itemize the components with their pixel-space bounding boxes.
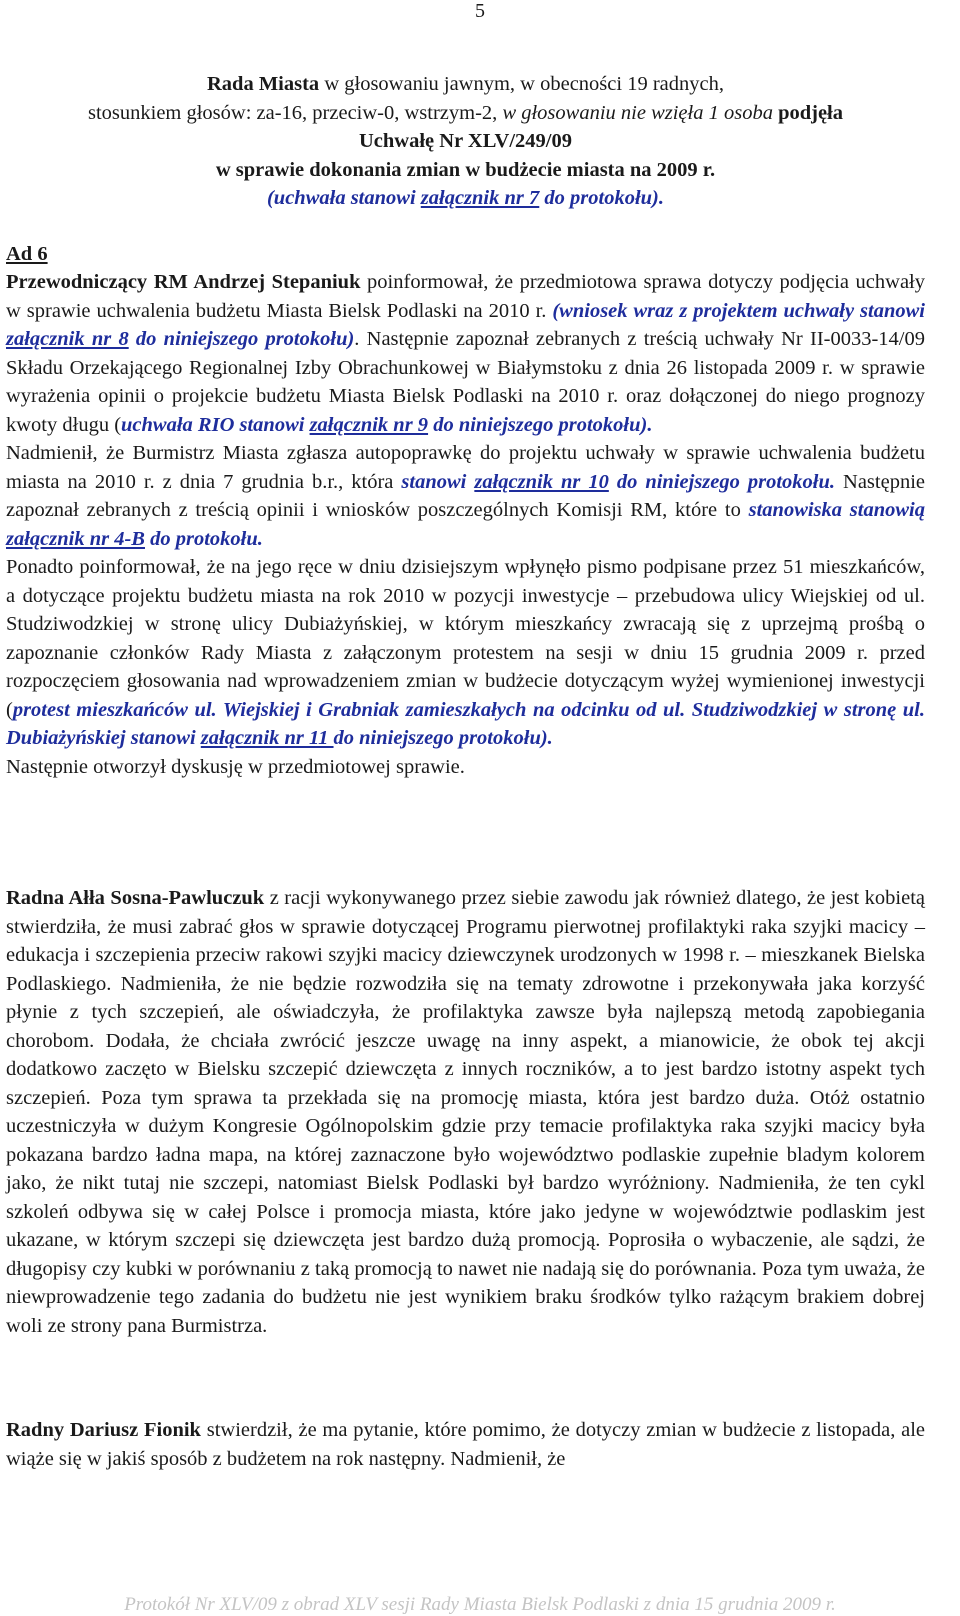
ref-text-end: do niniejszego protokołu). bbox=[428, 413, 653, 436]
ref-text: stanowiska stanowią bbox=[748, 499, 925, 521]
attachment-ref-10 bbox=[401, 471, 835, 493]
ref-text: uchwała RIO stanowi bbox=[121, 413, 310, 436]
ref-text: (wniosek wraz z projektem uchwały stanowi bbox=[552, 299, 926, 322]
ref-text: protest mieszkańców ul. Wiejskiej i Grabniak zamieszkałych na odcinku od ul. Studziwodzkiej w stronę ul. Dubiażyńskiej stanowi bbox=[6, 698, 925, 749]
ref-text: (uchwała stanowi bbox=[266, 187, 421, 209]
speaker-name: Radna Ałła Sosna-Pawluczuk bbox=[6, 887, 265, 909]
vote-abstain-note: w głosowaniu nie wzięła 1 osoba bbox=[502, 101, 773, 124]
ref-text-end: do niniejszego protokołu. bbox=[608, 470, 836, 493]
attachment-link-4b[interactable]: załącznik nr 4-B bbox=[6, 527, 145, 550]
resolution-subject: w sprawie dokonania zmian w budżecie miasta na 2009 r. bbox=[215, 158, 716, 181]
page-number: 5 bbox=[475, 0, 485, 22]
fionik-paragraph bbox=[6, 1416, 925, 1473]
attachment-ref-11 bbox=[6, 699, 925, 750]
ad6-text-2: . Następnie zapoznał zebranych z treścią uchwały Nr II-0033-14/09 Składu Orzekającego Regionalnej Izby Obrachunkowej w Białymstoku z dnia 26 listopada 2009 r. w sprawie wyrażenia opinii o projekcie budżetu Miasta Bielsk Podlaski na 2010 r. oraz dołączonej do niego prognozy kwoty długu ( bbox=[6, 328, 925, 436]
ref-text-end: do niniejszego protokołu). bbox=[333, 727, 553, 749]
ad6-text-6: Następnie otworzył dyskusję w przedmiotowej sprawie. bbox=[6, 755, 465, 778]
attachment-link-11[interactable]: załącznik nr 11 bbox=[200, 727, 334, 749]
vote-attendance: w głosowaniu jawnym, w obecności 19 radnych, bbox=[319, 73, 724, 95]
ref-text-end: do protokołu. bbox=[144, 527, 263, 550]
ref-text-end: do protokołu). bbox=[539, 187, 664, 209]
ad6-text-4: Następnie zapoznał zebranych z treścią opinii i wniosków poszczególnych Komisji RM, które to bbox=[6, 470, 925, 521]
ad6-text-5: Ponadto poinformował, że na jego ręce w dniu dzisiejszym wpłynęło pismo podpisane przez 51 mieszkańców, a dotyczące projektu budżetu miasta na rok 2010 w pozycji inwestycje – przebudowa ulicy Wiejskiej od ul. Studziwodzkiej w stronę ulicy Dubiażyńskiej, w którym mieszkańcy zwracają się z uprzejmą prośbą o zapoznanie członków Rady Miasta z załączonym protestem na sesji w dniu 15 grudnia 2009 r. przed rozpoczęciem głosowania nad wprowadzeniem zmian w budżecie dotyczącym wyżej wymienionej inwestycji ( bbox=[6, 556, 925, 721]
attachment-link-8[interactable]: załącznik nr 8 bbox=[6, 328, 129, 350]
resolution-attachment-ref bbox=[6, 184, 925, 213]
sosna-paragraph bbox=[6, 884, 925, 1340]
speaker-name: Radny Dariusz Fionik bbox=[6, 1419, 201, 1441]
attachment-link-7[interactable]: załącznik nr 7 bbox=[420, 187, 540, 209]
agenda-item-heading bbox=[6, 240, 925, 269]
resolution-block bbox=[6, 70, 925, 213]
resolution-number: Uchwałę Nr XLV/249/09 bbox=[359, 130, 572, 152]
ad6-text-3: Nadmienił, że Burmistrz Miasta zgłasza autopoprawkę do projektu uchwały w sprawie uchwalenia budżetu miasta na 2010 r. z dnia 7 grudnia b.r., która bbox=[6, 442, 925, 493]
attachment-link-10[interactable]: załącznik nr 10 bbox=[474, 470, 609, 493]
speech-text: stwierdził, że ma pytanie, które pomimo, że dotyczy zmian w budżecie z listopada, ale wiąże się w jakiś sposób z budżetem na rok następny. Nadmienił, że bbox=[6, 1419, 925, 1470]
attachment-ref-9 bbox=[121, 414, 652, 436]
ad6-paragraph bbox=[6, 268, 925, 781]
ad6-text-1: poinformował, że przedmiotowa sprawa dotyczy podjęcia uchwały w sprawie uchwalenia budżetu Miasta Bielsk Podlaski na 2010 r. bbox=[6, 271, 925, 322]
ref-text: stanowi bbox=[401, 470, 475, 493]
adopted-label: podjęła bbox=[772, 101, 844, 124]
resolution-line-2 bbox=[6, 99, 925, 128]
council-name: Rada Miasta bbox=[207, 73, 320, 95]
speech-text: z racji wykonywanego przez siebie zawodu jak również dlatego, że jest kobietą stwierdziła, że musi zabrać głos w sprawie dotyczącej Programu pierwotnej profilaktyki raka szyjki macicy – edukacja i szczepienia przeciw rakowi szyjki macicy dziewczynek urodzonych w 1998 r. – mieszkanek Bielska Podlaskiego. Nadmieniła, że nie będzie rozwodziła się na tematy zdrowotne i przekonywała jaka korzyść płynie z tych szczepień, ale oświadczyła, że profilaktyka zawsze była najlepszą metodą zapobiegania chorobom. Dodała, że chciała zwrócić jeszcze uwagę na inny aspekt, a mianowicie, że obok tej akcji dodatkowo zaczęto w Bielsku szczepić dziewczęta z innych roczników, a to jest bardzo istotny aspekt tych szczepień. Poza tym sprawa ta przekłada się na promocję miasta, która jest bardzo duża. Otóż ostatnio uczestniczyła w dużym Kongresie Ogólnopolskim gdzie przy temacie profilaktyka raka szyjki macicy była pokazana bardzo ładna mapa, na której zaznaczone było województwo podlaskie zupełnie bladym kolorem jako, że nikt tutaj nie szczepi, natomiast Bielsk Podlaski był bardzo wyróżniony. Nadmieniła, że ten cykl szkoleń odbywa się w całej Polsce i promocja miasta, które jako jedyne w województwie podlaskim jest ukazane, w którym szczepi się dziewczęta jest bardzo dużą promocją. Poprosiła o wybaczenie, ale sądzi, że długopisy czy kubki w porównaniu z taką promocją to nawet nie nadają się do porównania. Poza tym uważa, że niewprowadzenie tego zadania do budżetu nie jest wynikiem braku środków tylko rażącym brakiem dobrej woli ze strony pana Burmistrza. bbox=[6, 887, 925, 1337]
chair-name: Przewodniczący RM Andrzej Stepaniuk bbox=[6, 271, 361, 293]
resolution-line-1 bbox=[6, 70, 925, 99]
ref-text-end: do niniejszego protokołu) bbox=[128, 328, 355, 350]
vote-count: stosunkiem głosów: za-16, przeciw-0, wstrzym-2, bbox=[87, 101, 503, 124]
page-footer: Protokół Nr XLV/09 z obrad XLV sesji Rady Miasta Bielsk Podlaski z dnia 15 grudnia 2009 r. bbox=[124, 1594, 836, 1615]
agenda-item-label: Ad 6 bbox=[6, 243, 48, 265]
attachment-link-9[interactable]: załącznik nr 9 bbox=[309, 413, 429, 436]
